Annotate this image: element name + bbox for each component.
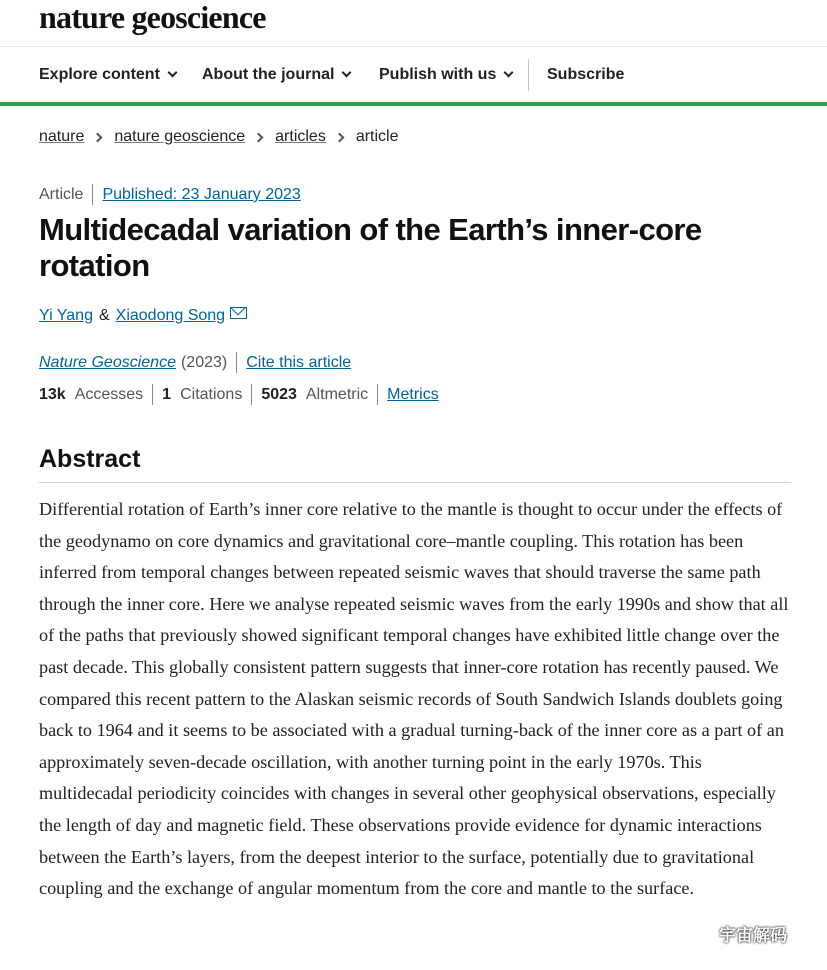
nav-explore-content[interactable]	[39, 47, 176, 102]
accesses-label: Accesses	[74, 385, 144, 403]
author-link[interactable]: Xiaodong Song	[115, 307, 226, 324]
breadcrumb-nature[interactable]: nature	[39, 128, 85, 145]
nav-about-label: About the journal	[202, 65, 335, 83]
author-list	[39, 307, 247, 325]
nav-explore-label: Explore content	[39, 65, 160, 83]
breadcrumb-nature-geoscience[interactable]: nature geoscience	[114, 128, 246, 145]
main-nav	[0, 47, 827, 102]
nav-accent-bar	[0, 102, 827, 106]
nav-about-journal[interactable]	[202, 47, 350, 102]
citations-label: Citations	[180, 385, 243, 403]
chevron-right-icon	[93, 132, 103, 142]
abstract-divider	[39, 482, 791, 483]
meta-divider	[92, 184, 93, 205]
subscribe-link[interactable]	[547, 47, 624, 102]
nav-divider	[528, 59, 529, 91]
metrics-divider	[152, 384, 153, 405]
metrics-divider	[251, 384, 252, 405]
meta-divider	[236, 352, 237, 373]
nav-publish-label: Publish with us	[379, 65, 497, 83]
breadcrumb-current: article	[355, 128, 399, 145]
altmetric-label: Altmetric	[305, 385, 369, 403]
journal-logo[interactable]: nature geoscience	[39, 0, 266, 35]
citation-row	[39, 352, 351, 373]
wechat-icon	[686, 924, 714, 944]
published-date-link[interactable]: Published: 23 January 2023	[102, 185, 301, 203]
metrics-bar	[39, 384, 439, 405]
article-type: Article	[39, 185, 84, 203]
abstract-heading: Abstract	[39, 445, 141, 473]
cite-article-link[interactable]: Cite this article	[246, 353, 352, 371]
chevron-down-icon	[167, 67, 177, 77]
breadcrumb-articles[interactable]: articles	[275, 128, 326, 145]
author-separator: &	[98, 307, 110, 324]
watermark-text: 宇宙解码	[719, 926, 787, 945]
mail-icon[interactable]	[230, 307, 247, 319]
nav-publish-with-us[interactable]	[379, 47, 512, 102]
breadcrumb	[39, 128, 399, 146]
altmetric-count: 5023	[261, 385, 297, 403]
accesses-count: 13k	[39, 385, 66, 403]
citations-count: 1	[162, 385, 172, 403]
abstract-text: Differential rotation of Earth’s inner core relative to the mantle is thought to occur under the effects of the geodynamo on core dynamics and gravitational core–mantle coupling. This rotation has been inferred from temporal changes between repeated seismic waves that should traverse the same path through the inner core. Here we analyse repeated seismic waves from the early 1990s and show that all of the paths that previously showed significant temporal changes have exhibited little change over the past decade. This globally consistent pattern suggests that inner-core rotation has recently paused. We compared this recent pattern to the Alaskan seismic records of South Sandwich Islands doublets going back to 1964 and it seems to be associated with a gradual turning-back of the inner core as a part of an approximately seven-decade oscillation, with another turning point in the early 1970s. This multidecadal periodicity coincides with changes in several other geophysical observations, especially the length of day and magnetic field. These observations provide evidence for dynamic interactions between the Earth’s layers, from the deepest interior to the surface, potentially due to gravitational coupling and the exchange of angular momentum from the core and mantle to the surface.	[39, 499, 789, 899]
chevron-right-icon	[254, 132, 264, 142]
publication-year: (2023)	[180, 353, 228, 371]
article-meta	[39, 184, 301, 205]
chevron-down-icon	[342, 67, 352, 77]
nav-subscribe-label: Subscribe	[547, 65, 625, 83]
journal-link[interactable]: Nature Geoscience	[39, 353, 176, 371]
watermark	[686, 921, 787, 946]
metrics-link[interactable]: Metrics	[387, 385, 439, 403]
metrics-divider	[377, 384, 378, 405]
chevron-down-icon	[504, 67, 514, 77]
chevron-right-icon	[334, 132, 344, 142]
author-link[interactable]: Yi Yang	[39, 307, 93, 324]
article-title: Multidecadal variation of the Earth’s inner-core rotation	[39, 212, 702, 283]
